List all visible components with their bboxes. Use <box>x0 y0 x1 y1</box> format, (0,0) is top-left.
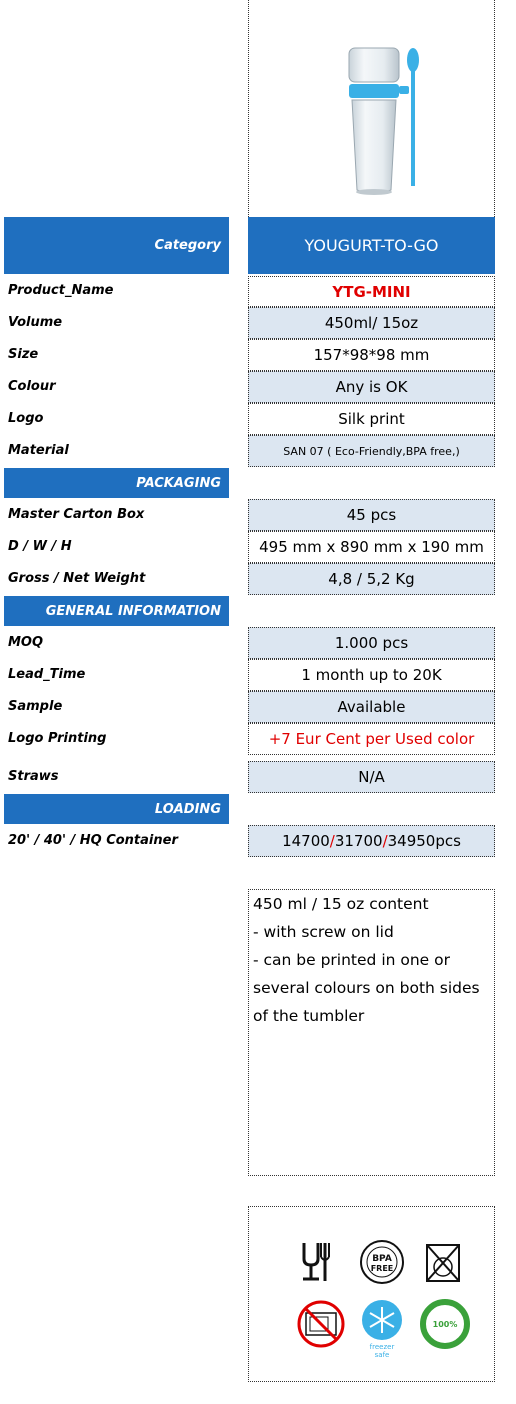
no-dishwasher-icon <box>427 1245 459 1281</box>
note-line: several colours on both sides <box>253 979 480 997</box>
value-product-name: YTG-MINI <box>248 276 495 307</box>
note-line: of the tumbler <box>253 1007 365 1025</box>
product-notes <box>248 889 495 1176</box>
value-size: 157*98*98 mm <box>248 339 495 371</box>
label-material: Material <box>8 443 69 458</box>
recyclable-text: 100% <box>432 1320 458 1329</box>
bpa-free-icon <box>361 1241 403 1283</box>
value-dimensions: 495 mm x 890 mm x 190 mm <box>248 531 495 563</box>
category-value: YOUGURT-TO-GO <box>304 236 439 255</box>
value-logo-printing: +7 Eur Cent per Used color <box>248 723 495 755</box>
value-lead-time: 1 month up to 20K <box>248 659 495 691</box>
freezer-safe-icon <box>362 1300 402 1359</box>
certification-icons-panel <box>248 1206 495 1382</box>
value-colour: Any is OK <box>248 371 495 403</box>
general-info-header <box>4 596 229 626</box>
general-info-header-text: GENERAL INFORMATION <box>45 603 221 619</box>
label-logo-printing: Logo Printing <box>8 731 107 746</box>
container-hq: 34950pcs <box>387 832 461 850</box>
container-20ft: 14700 <box>282 832 330 850</box>
value-weight: 4,8 / 5,2 Kg <box>248 563 495 595</box>
product-image-frame <box>248 0 495 217</box>
value-sample: Available <box>248 691 495 723</box>
label-lead-time: Lead_Time <box>8 667 86 682</box>
value-moq: 1.000 pcs <box>248 627 495 659</box>
category-value-box <box>248 217 495 274</box>
note-line: - with screw on lid <box>253 923 394 941</box>
category-label: Category <box>154 238 221 253</box>
note-line: 450 ml / 15 oz content <box>253 895 429 913</box>
separator-2: / <box>382 832 388 850</box>
loading-header-text: LOADING <box>154 801 221 817</box>
value-straws: N/A <box>248 761 495 793</box>
label-moq: MOQ <box>8 635 44 650</box>
category-header <box>4 217 229 274</box>
container-40ft: 31700 <box>334 832 383 850</box>
value-volume: 450ml/ 15oz <box>248 307 495 339</box>
packaging-header <box>4 468 229 498</box>
no-microwave-icon <box>299 1302 343 1346</box>
yogurt-cup-image <box>249 0 494 217</box>
value-material: SAN 07 ( Eco-Friendly,BPA free,) <box>248 435 495 467</box>
value-container <box>248 825 495 857</box>
freezer-text: freezer <box>369 1343 395 1351</box>
free-text: FREE <box>370 1264 394 1273</box>
label-size: Size <box>8 347 39 362</box>
packaging-header-text: PACKAGING <box>136 475 221 491</box>
label-logo: Logo <box>8 411 44 426</box>
label-weight: Gross / Net Weight <box>8 571 146 586</box>
label-sample: Sample <box>8 699 63 714</box>
safe-text: safe <box>374 1351 390 1359</box>
label-dimensions: D / W / H <box>8 539 72 554</box>
label-volume: Volume <box>8 315 63 330</box>
recyclable-icon <box>423 1302 467 1346</box>
loading-header <box>4 794 229 824</box>
label-container: 20' / 40' / HQ Container <box>8 833 178 848</box>
value-logo: Silk print <box>248 403 495 435</box>
food-safe-icon <box>303 1243 329 1281</box>
note-line: - can be printed in one or <box>253 951 450 969</box>
label-product-name: Product_Name <box>8 283 114 298</box>
bpa-text: BPA <box>372 1254 392 1264</box>
label-master-carton: Master Carton Box <box>8 507 145 522</box>
separator-1: / <box>329 832 335 850</box>
value-master-carton: 45 pcs <box>248 499 495 531</box>
label-colour: Colour <box>8 379 56 394</box>
label-straws: Straws <box>8 769 59 784</box>
